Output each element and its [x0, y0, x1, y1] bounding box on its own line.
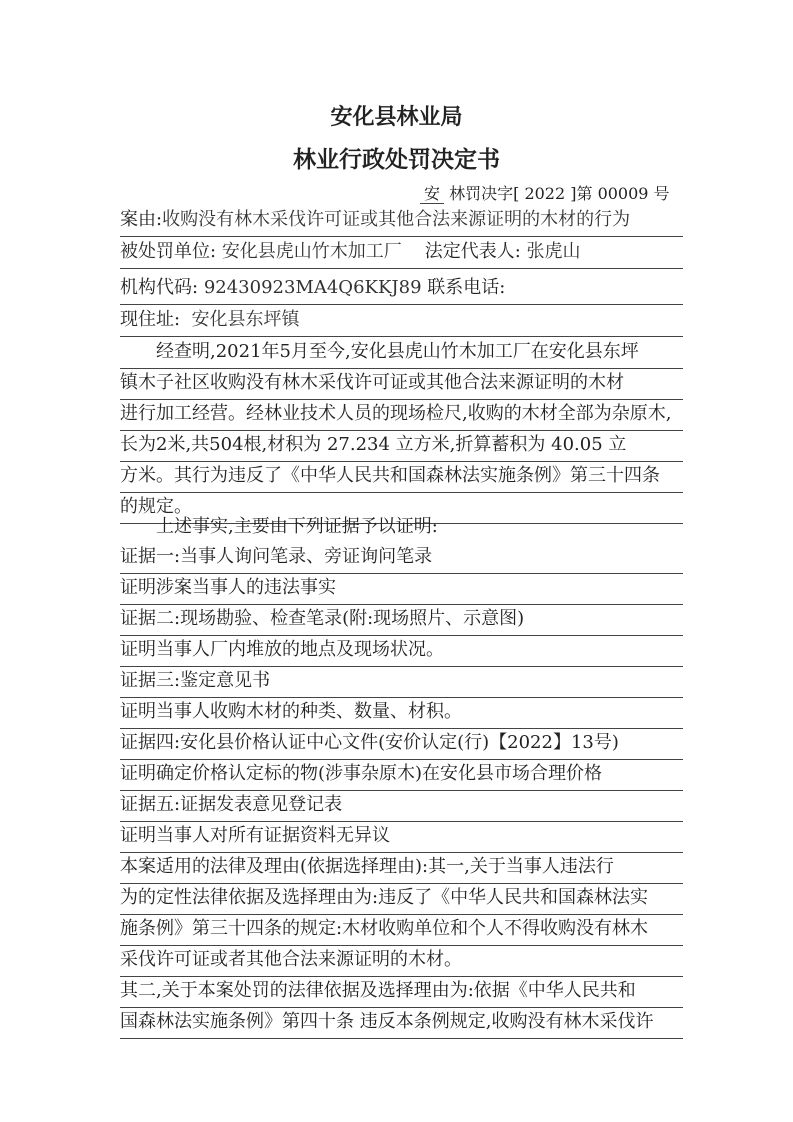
evidence-line: 证明当事人厂内堆放的地点及现场状况。: [120, 638, 683, 667]
legal-basis-line: 施条例》第三十四条的规定:木材收购单位和个人不得收购没有林木: [120, 917, 683, 946]
cause-value: 收购没有林木采伐许可证或其他合法来源证明的木材的行为: [162, 209, 631, 230]
cause-label: 案由:: [120, 209, 163, 230]
facts-line: 的规定。: [120, 495, 683, 524]
evidence-line: 证据四:安化县价格认证中心文件(安价认定(行)【2022】13号): [120, 731, 683, 760]
punished-unit-line: [120, 240, 683, 269]
evidence-line: 证据二:现场勘验、检查笔录(附:现场照片、示意图): [120, 607, 683, 636]
org-code-line: [120, 276, 683, 305]
evidence-line: 证据五:证据发表意见登记表: [120, 793, 683, 822]
legal-basis-line: 为的定性法律依据及选择理由为:违反了《中华人民共和国森林法实: [120, 886, 683, 915]
evidence-line: 证明当事人收购木材的种类、数量、材积。: [120, 700, 683, 729]
address-value: 安化县东坪镇: [191, 309, 300, 330]
legal-basis-line: 其二,关于本案处罚的法律依据及选择理由为:依据《中华人民共和: [120, 979, 683, 1008]
legal-basis-line: 采伐许可证或者其他合法来源证明的木材。: [120, 948, 683, 977]
doc-number-text: 林罚决字[ 2022 ]第 00009 号: [449, 184, 670, 203]
address-line: [120, 308, 683, 337]
facts-line: 长为2米,共504根,材积为 27.234 立方米,折算蓄积为 40.05 立: [120, 433, 683, 462]
unit-value: 安化县虎山竹木加工厂: [221, 241, 402, 262]
phone-label: 联系电话:: [427, 277, 506, 298]
facts-line: 镇木子社区收购没有林木采伐许可证或其他合法来源证明的木材: [120, 371, 683, 400]
evidence-line: 证明当事人对所有证据资料无异议: [120, 824, 683, 853]
doc-prefix: 安: [420, 184, 444, 204]
org-code-value: 92430923MA4Q6KKJ89: [203, 277, 422, 298]
legal-basis-line: 国森林法实施条例》第四十条 违反本条例规定,收购没有林木采伐许: [120, 1010, 683, 1039]
legal-rep-value: 张虎山: [526, 241, 581, 262]
evidence-intro: 上述事实,主要由下列证据予以证明:: [156, 516, 438, 537]
facts-line: 方米。其行为违反了《中华人民共和国森林法实施条例》第三十四条: [120, 464, 683, 493]
org-code-label: 机构代码:: [120, 277, 199, 298]
phone-redacted-box: [505, 278, 675, 298]
evidence-line: 证明确定价格认定标的物(涉事杂原木)在安化县市场合理价格: [120, 762, 683, 791]
case-cause-line: [120, 208, 683, 237]
legal-rep-label: 法定代表人:: [424, 241, 521, 262]
unit-label: 被处罚单位:: [120, 241, 217, 262]
evidence-line: 证据三:鉴定意见书: [120, 669, 683, 698]
evidence-line: 证明涉案当事人的违法事实: [120, 576, 683, 605]
document-title: 林业行政处罚决定书: [293, 147, 500, 173]
agency-title: 安化县林业局: [330, 105, 463, 130]
facts-line: 经查明,2021年5月至今,安化县虎山竹木加工厂在安化县东坪: [120, 340, 683, 369]
evidence-line: 证据一:当事人询问笔录、旁证询问笔录: [120, 545, 683, 574]
document-number: [420, 181, 670, 204]
legal-basis-line: 本案适用的法律及理由(依据选择理由):其一,关于当事人违法行: [120, 855, 683, 884]
address-label: 现住址:: [120, 309, 181, 330]
facts-line: 进行加工经营。经林业技术人员的现场检尺,收购的木材全部为杂原木,: [120, 402, 683, 431]
